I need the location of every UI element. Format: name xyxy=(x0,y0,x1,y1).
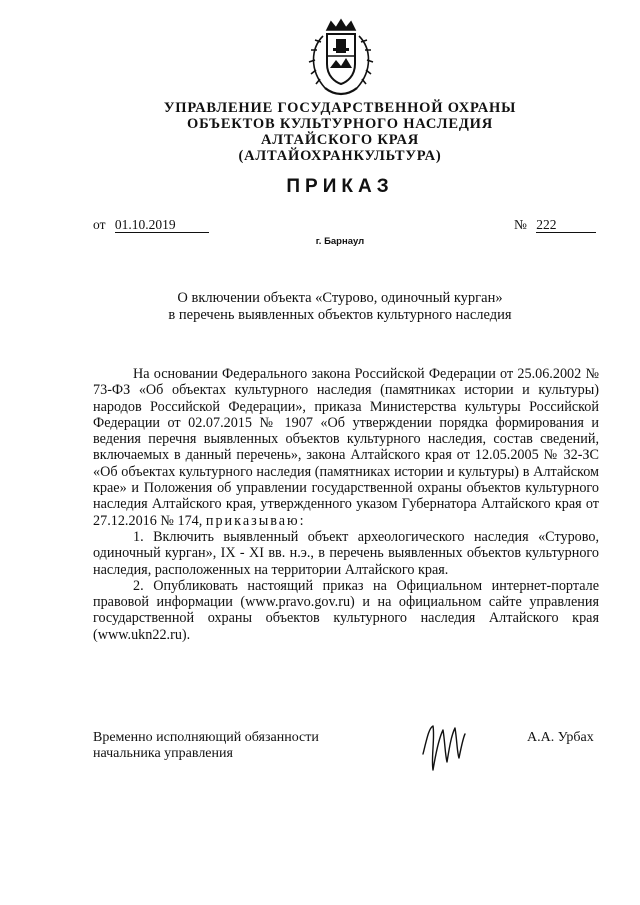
subject-line1: О включении объекта «Стурово, одиночный курган» xyxy=(177,290,503,306)
org-name-line1: УПРАВЛЕНИЕ ГОСУДАРСТВЕННОЙ ОХРАНЫ xyxy=(163,100,517,116)
signatory-position-line2: начальника управления xyxy=(93,746,233,761)
order-keyword: приказываю: xyxy=(205,512,306,529)
document-title: ПРИКАЗ xyxy=(286,176,394,197)
org-name-line3: АЛТАЙСКОГО КРАЯ xyxy=(260,132,420,148)
date-prefix: от xyxy=(93,217,106,232)
org-name-line2: ОБЪЕКТОВ КУЛЬТУРНОГО НАСЛЕДИЯ xyxy=(187,116,493,132)
org-name-short: (АЛТАЙОХРАНКУЛЬТУРА) xyxy=(238,148,442,164)
date-row xyxy=(93,217,209,233)
handwritten-signature xyxy=(415,718,473,776)
document-body xyxy=(93,366,599,643)
document-number: 222 xyxy=(536,218,596,233)
number-row xyxy=(514,217,596,233)
subject-line2: в перечень выявленных объектов культурного наследия xyxy=(168,307,512,323)
coat-of-arms-emblem xyxy=(303,18,379,98)
signatory-position xyxy=(93,730,319,762)
document-city: г. Барнаул xyxy=(315,236,365,247)
paragraph-item-2: 2. Опубликовать настоящий приказ на Официальном интернет-портале правовой информации (www.pravo.gov.ru) и на официальном сайте управления государственной охраны объектов культурного наследия Алтайского края (www.ukn22.ru). xyxy=(93,577,599,643)
signatory-name: А.А. Урбах xyxy=(527,730,594,745)
paragraph-basis xyxy=(93,366,599,529)
paragraph-item-1: 1. Включить выявленный объект археологического наследия «Стурово, одиночный курган», IX - XI вв. н.э., в перечень выявленных объектов культурного наследия, расположенных на территории Алтайского края. xyxy=(93,528,599,578)
document-date: 01.10.2019 xyxy=(115,218,209,233)
paragraph-basis-text: На основании Федерального закона Российской Федерации от 25.06.2002 № 73-ФЗ «Об объектах культурного наследия (памятниках истории и культуры) народов Российской Федерации», приказа Министерства культуры Российской Федерации от 02.07.2015 № 1907 «Об утверждении порядка формирования и ведения перечня выявленных объектов культурного наследия, состав сведений, включаемых в данный перечень», закона Алтайского края от 12.05.2005 № 32-ЗС «Об объектах культурного наследия (памятниках истории и культуры) в Алтайском крае» и Положения об управлении государственной охраны объектов культурного наследия Алтайского края, утвержденного указом Губернатора Алтайского края от 27.12.2016 № 174, xyxy=(93,366,599,529)
signatory-position-line1: Временно исполняющий обязанности xyxy=(93,730,319,745)
number-prefix: № xyxy=(514,217,527,232)
